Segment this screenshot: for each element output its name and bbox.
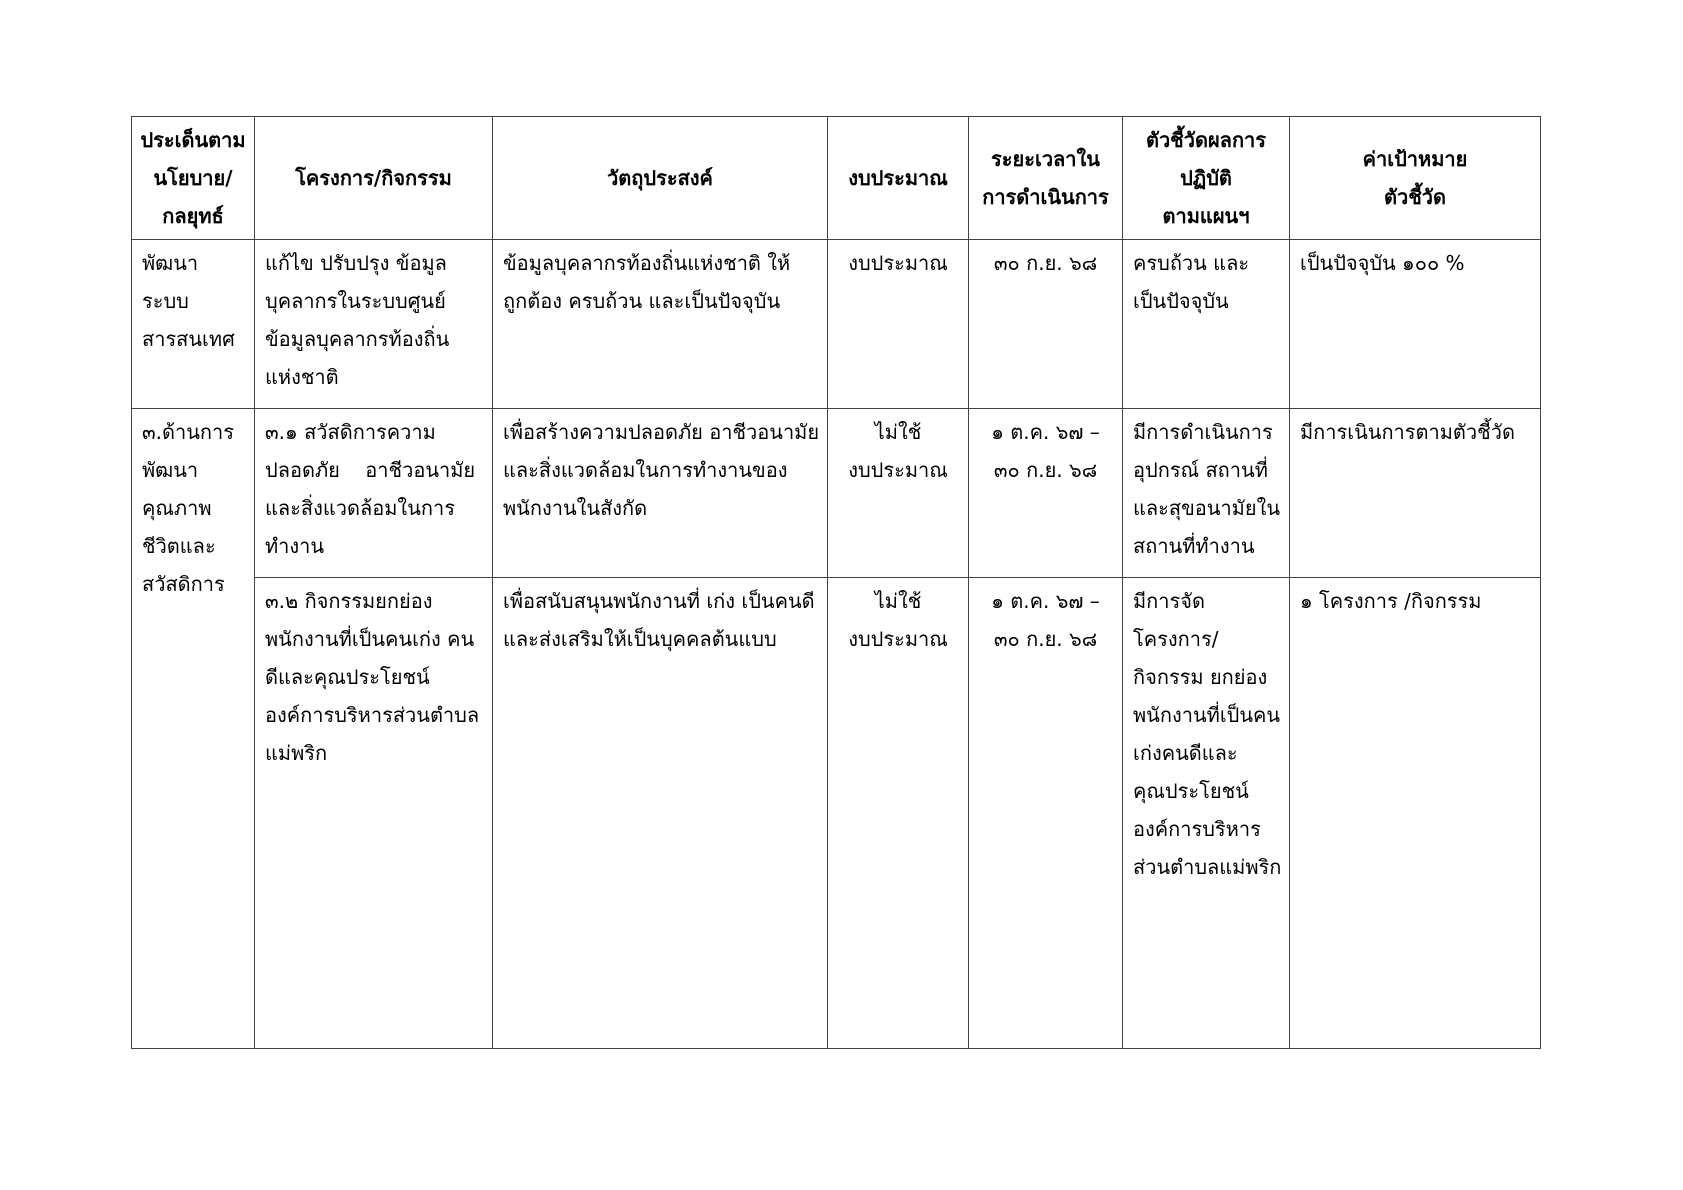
cell-issue: ๓.ด้านการ พัฒนา คุณภาพ ชีวิตและ สวัสดิการ <box>132 409 255 1049</box>
header-budget: งบประมาณ <box>828 117 969 240</box>
header-objective: วัตถุประสงค์ <box>493 117 828 240</box>
cell-indicator: มีการดำเนินการ อุปกรณ์ สถานที่ และสุขอนามัยใน สถานที่ทำงาน <box>1123 409 1290 578</box>
table-row <box>132 240 1541 409</box>
header-row <box>132 117 1541 240</box>
header-project: โครงการ/กิจกรรม <box>255 117 493 240</box>
header-issue: ประเด็นตาม นโยบาย/ กลยุทธ์ <box>132 117 255 240</box>
cell-period: ๓๐ ก.ย. ๖๘ <box>969 240 1123 409</box>
cell-indicator: ครบถ้วน และ เป็นปัจจุบัน <box>1123 240 1290 409</box>
cell-issue: พัฒนา ระบบ สารสนเทศ <box>132 240 255 409</box>
cell-objective: ข้อมูลบุคลากรท้องถิ่นแห่งชาติ ให้ ถูกต้อง ครบถ้วน และเป็นปัจจุบัน <box>493 240 828 409</box>
header-period: ระยะเวลาใน การดำเนินการ <box>969 117 1123 240</box>
table-row <box>132 409 1541 578</box>
cell-period: ๑ ต.ค. ๖๗ – ๓๐ ก.ย. ๖๘ <box>969 578 1123 1049</box>
cell-budget: ไม่ใช้ งบประมาณ <box>828 578 969 1049</box>
cell-target: ๑ โครงการ /กิจกรรม <box>1290 578 1541 1049</box>
cell-project: แก้ไข ปรับปรุง ข้อมูล บุคลากรในระบบศูนย์ ข้อมูลบุคลากรท้องถิ่น แห่งชาติ <box>255 240 493 409</box>
cell-target: เป็นปัจจุบัน ๑๐๐ % <box>1290 240 1541 409</box>
cell-target: มีการเนินการตามตัวชี้วัด <box>1290 409 1541 578</box>
cell-project: ๓.๒ กิจกรรมยกย่อง พนักงานที่เป็นคนเก่ง คน ดีและคุณประโยชน์ องค์การบริหารส่วนตำบล แม่พริก <box>255 578 493 1049</box>
cell-budget: งบประมาณ <box>828 240 969 409</box>
header-indicator: ตัวชี้วัดผลการ ปฏิบัติ ตามแผนฯ <box>1123 117 1290 240</box>
cell-period: ๑ ต.ค. ๖๗ – ๓๐ ก.ย. ๖๘ <box>969 409 1123 578</box>
cell-objective: เพื่อสนับสนุนพนักงานที่ เก่ง เป็นคนดี และส่งเสริมให้เป็นบุคคลต้นแบบ <box>493 578 828 1049</box>
cell-project: ๓.๑ สวัสดิการความ ปลอดภัย อาชีวอนามัย และสิ่งแวดล้อมในการ ทำงาน <box>255 409 493 578</box>
table-row <box>132 578 1541 1049</box>
cell-objective: เพื่อสร้างความปลอดภัย อาชีวอนามัย และสิ่งแวดล้อมในการทำงานของ พนักงานในสังกัด <box>493 409 828 578</box>
cell-budget: ไม่ใช้ งบประมาณ <box>828 409 969 578</box>
cell-indicator: มีการจัด โครงการ/ กิจกรรม ยกย่อง พนักงานที่เป็นคน เก่งคนดีและ คุณประโยชน์ องค์การบริหาร ส่วนตำบลแม่พริก <box>1123 578 1290 1049</box>
action-plan-table <box>131 116 1541 1049</box>
header-target: ค่าเป้าหมาย ตัวชี้วัด <box>1290 117 1541 240</box>
